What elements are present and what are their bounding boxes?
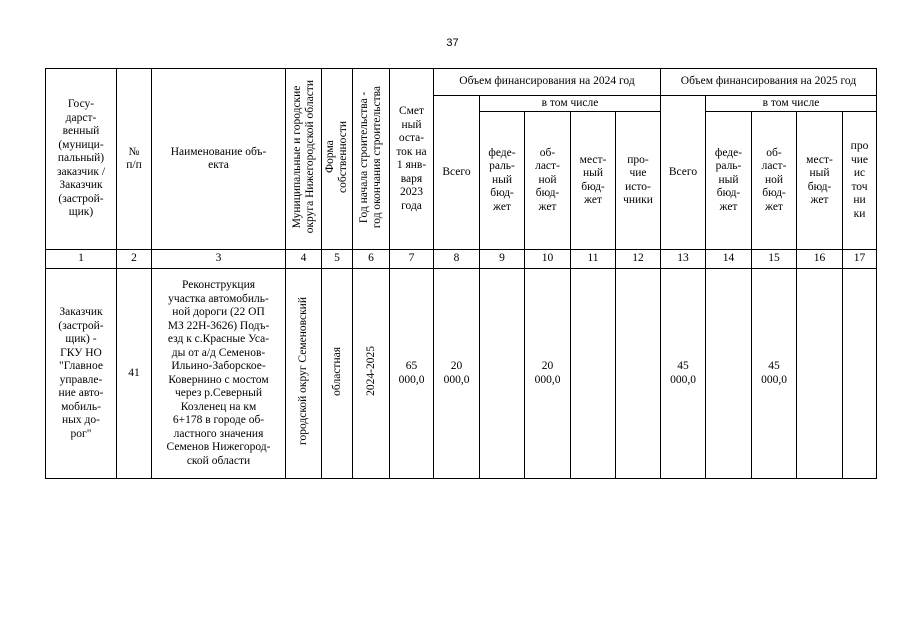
- col-number: 7: [390, 250, 434, 269]
- cell-customer: Заказчик (застрой- щик) - ГКУ НО "Главное управле- ние авто- мобиль- ных до- рог": [46, 269, 117, 479]
- cell-municipality-text: городской округ Семеновский: [297, 297, 309, 446]
- cell-other-2025: [843, 269, 877, 479]
- col-number: 15: [752, 250, 797, 269]
- cell-total-2025: 45 000,0: [661, 269, 706, 479]
- col-number: 2: [117, 250, 152, 269]
- cell-num: 41: [117, 269, 152, 479]
- table-row: [46, 269, 877, 479]
- cell-years-text: 2024-2025: [364, 346, 377, 397]
- cell-federal-2024: [480, 269, 525, 479]
- header-balance: Смет ный оста- ток на 1 янв- варя 2023 года: [390, 69, 434, 250]
- cell-regional-2025: 45 000,0: [752, 269, 797, 479]
- header-incl-2025: в том числе: [706, 96, 877, 112]
- cell-ownership: [322, 269, 353, 479]
- header-num: № п/п: [117, 69, 152, 250]
- header-name: Наименование объ- екта: [152, 69, 286, 250]
- cell-total-2024: 20 000,0: [434, 269, 480, 479]
- cell-federal-2025: [706, 269, 752, 479]
- col-number: 6: [353, 250, 390, 269]
- financing-table: [45, 68, 877, 479]
- cell-name: Реконструкция участка автомобиль- ной дороги (22 ОП МЗ 22Н-3626) Подъ- езд к с.Красные Уса- ды от а/д Семенов- Ильино-Заборское- Ковернино с мостом через р.Северный Козленец на км 6+178 в городе об- ластного значения Семенов Нижегород- ской области: [152, 269, 286, 479]
- col-number: 13: [661, 250, 706, 269]
- header-local-2025: мест- ный бюд- жет: [797, 112, 843, 250]
- header-other-2024: про- чие исто- чники: [616, 112, 661, 250]
- header-regional-2025: об- ласт- ной бюд- жет: [752, 112, 797, 250]
- cell-ownership-text: областная: [330, 346, 343, 396]
- col-number: 16: [797, 250, 843, 269]
- header-federal-2025: феде- раль- ный бюд- жет: [706, 112, 752, 250]
- header-regional-2024: об- ласт- ной бюд- жет: [525, 112, 571, 250]
- header-fin-2024: Объем финансирования на 2024 год: [434, 69, 661, 96]
- col-number: 17: [843, 250, 877, 269]
- col-number: 12: [616, 250, 661, 269]
- header-municipality-text: Муниципальные и городские округа Нижегородской области: [290, 80, 316, 234]
- header-local-2024: мест- ный бюд- жет: [571, 112, 616, 250]
- col-number: 4: [286, 250, 322, 269]
- header-total-2024: Всего: [434, 96, 480, 250]
- col-number: 11: [571, 250, 616, 269]
- cell-other-2024: [616, 269, 661, 479]
- header-ownership: [322, 69, 353, 250]
- header-customer: Госу- дарст- венный (муници- пальный) заказчик / Заказчик (застрой- щик): [46, 69, 117, 250]
- col-number: 9: [480, 250, 525, 269]
- header-federal-2024: феде- раль- ный бюд- жет: [480, 112, 525, 250]
- column-numbers-row: [46, 250, 877, 269]
- cell-municipality: [286, 269, 322, 479]
- header-years: [353, 69, 390, 250]
- col-number: 10: [525, 250, 571, 269]
- col-number: 8: [434, 250, 480, 269]
- cell-local-2025: [797, 269, 843, 479]
- col-number: 1: [46, 250, 117, 269]
- cell-balance: 65 000,0: [390, 269, 434, 479]
- header-ownership-text: Форма собственности: [324, 120, 349, 193]
- cell-local-2024: [571, 269, 616, 479]
- header-municipality: [286, 69, 322, 250]
- header-years-text: Год начала строительства - год окончания строительства: [358, 85, 383, 228]
- cell-regional-2024: 20 000,0: [525, 269, 571, 479]
- col-number: 3: [152, 250, 286, 269]
- header-fin-2025: Объем финансирования на 2025 год: [661, 69, 877, 96]
- header-other-2025: про чие ис точ ни ки: [843, 112, 877, 250]
- header-total-2025: Всего: [661, 96, 706, 250]
- col-number: 5: [322, 250, 353, 269]
- col-number: 14: [706, 250, 752, 269]
- cell-years: [353, 269, 390, 479]
- header-incl-2024: в том числе: [480, 96, 661, 112]
- page-number: 37: [446, 37, 459, 49]
